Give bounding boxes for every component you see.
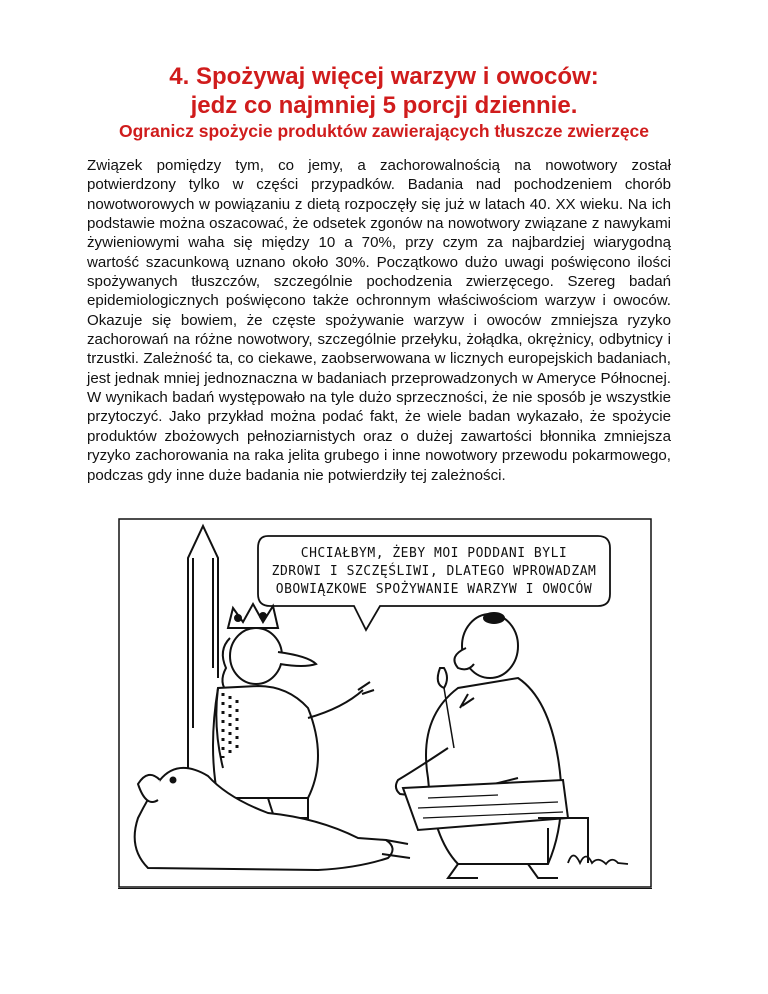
page-title-line-1: 4. Spożywaj więcej warzyw i owoców:	[169, 63, 599, 90]
page-title-line-2: jedz co najmniej 5 porcji dziennie.	[190, 92, 578, 119]
cartoon-drawing	[118, 518, 652, 888]
speech-line-3: OBOWIĄZKOWE SPOŻYWANIE WARZYW I OWOCÓW	[275, 582, 593, 597]
body-paragraph: Związek pomiędzy tym, co jemy, a zachorowalnością na nowotwory został potwierdzony tylko w części przypadków. Badania nad pochodzeniem chorób nowotworowych w powiązaniu z dietą rozpoczęły się już w latach 40. XX wieku. Na ich podstawie można oszacować, że odsetek zgonów na nowotwory związane z nawykami żywieniowymi waha się między 10 a 70%, przy czym za najbardziej wiarygodną wartość szacunkową uznano około 30%. Początkowo dużo uwagi poświęcono ilości spożywanych tłuszczów, szczególnie pochodzenia zwierzęcego. Szereg badań epidemiologicznych poświęcono także ochronnym właściwościom warzyw i owoców. Okazuje się bowiem, że częste spożywanie warzyw i owoców zmniejsza ryzyko zachorowań na różne nowotwory, szczególnie przełyku, żołądka, okrężnicy, odbytnicy i trzustki. Zależność ta, co ciekawe, zaobserwowana w licznych europejskich badaniach, jest jednak mniej jednoznaczna w badaniach przeprowadzonych w Ameryce Północnej. W wynikach badań występowało na tyle dużo sprzeczności, że nie sposób je wszystkie przytoczyć. Jako przykład można podać fakt, że wiele badan wykazało, że spożycie produktów zbożowych pełnoziarnistych oraz o dużej zawartości błonnika zmniejsza ryzyko zachorowania na raka jelita grubego i inne nowotwory przewodu pokarmowego, podczas gdy inne duże badania nie potwierdziły tej zależności.	[87, 157, 671, 484]
bottom-divider	[118, 888, 652, 889]
page-subtitle: Ogranicz spożycie produktów zawierających tłuszcze zwierzęce	[118, 121, 650, 141]
speech-line-2: ZDROWI I SZCZĘŚLIWI, DLATEGO WPROWADZAM	[271, 564, 597, 579]
speech-line-1: CHCIAŁBYM, ŻEBY MOI PODDANI BYLI	[300, 546, 568, 561]
cartoon-illustration	[118, 518, 652, 888]
page-title	[0, 62, 768, 120]
